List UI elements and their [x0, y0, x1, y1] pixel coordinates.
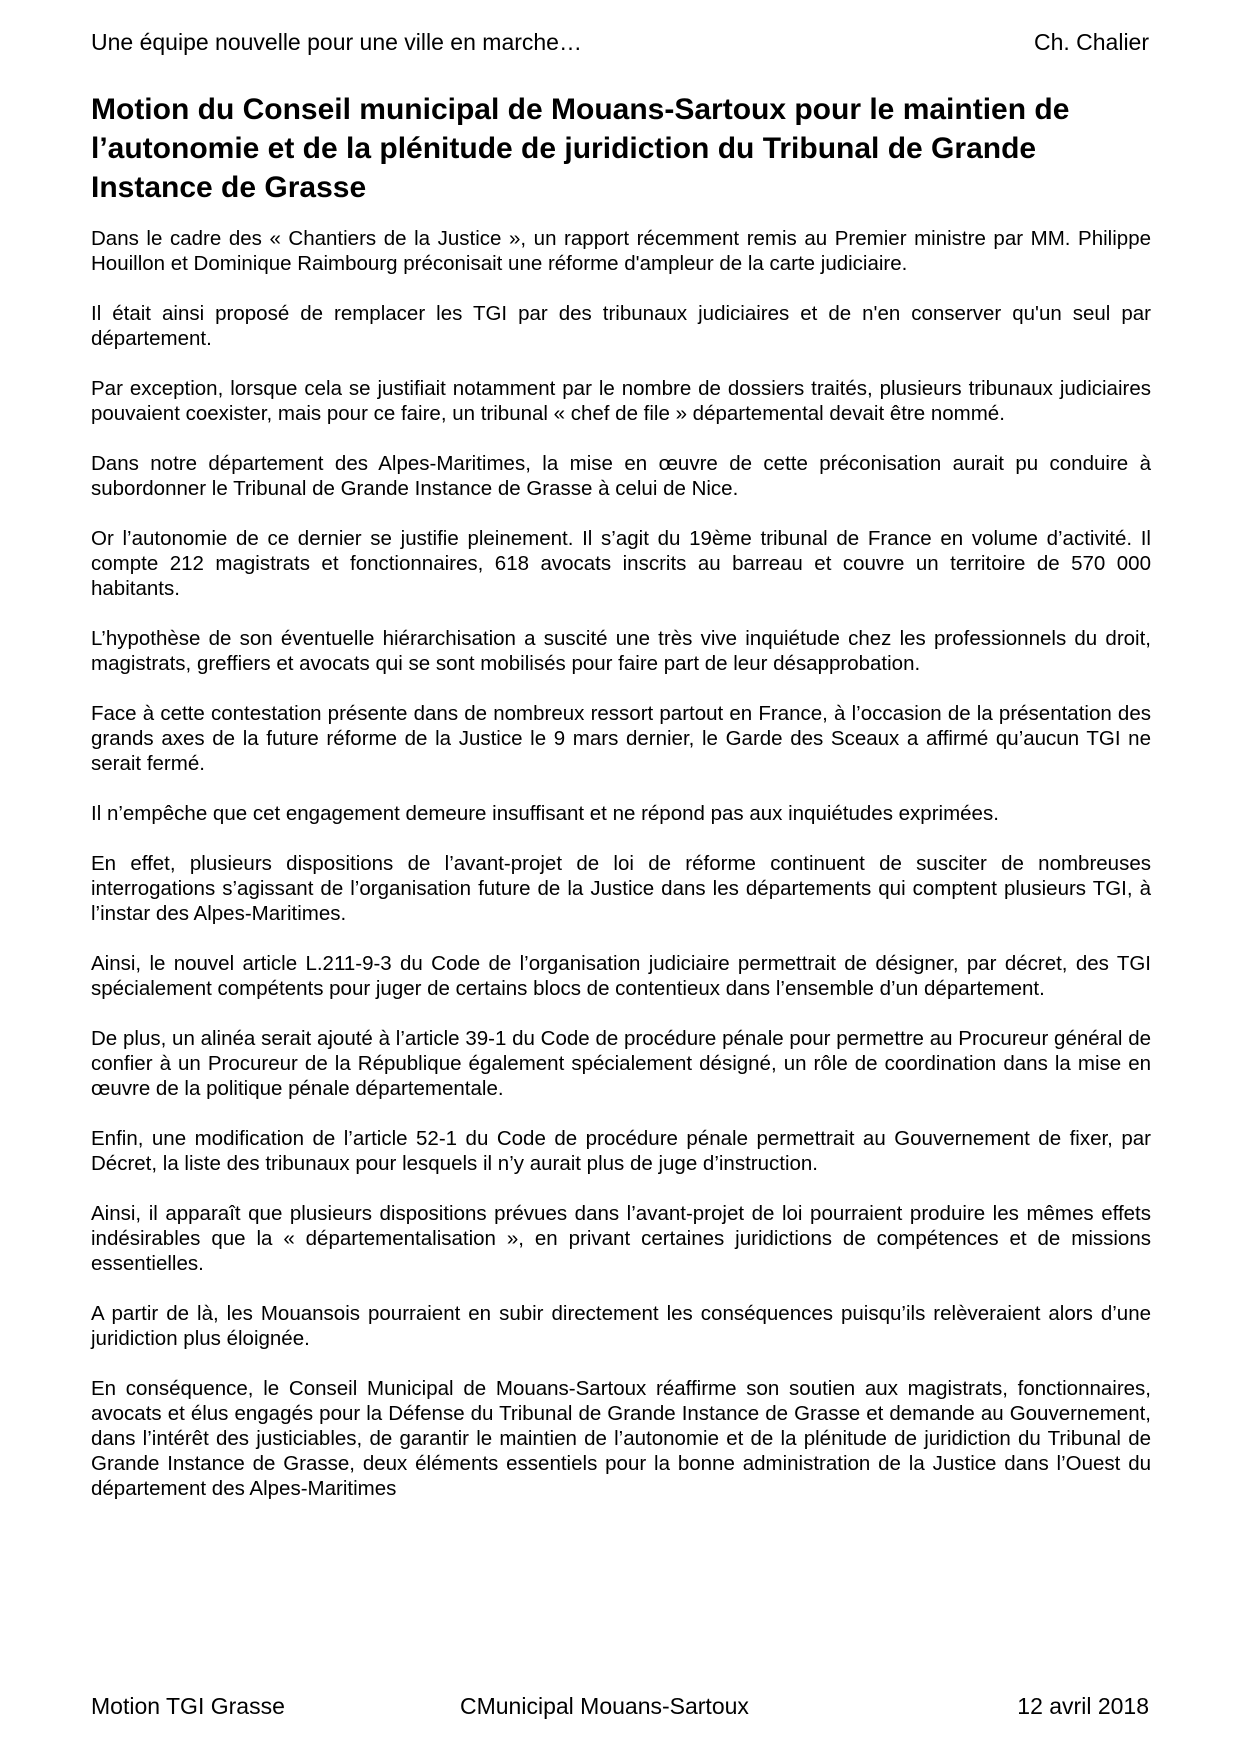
page-footer [91, 1693, 1149, 1725]
paragraph: De plus, un alinéa serait ajouté à l’article 39-1 du Code de procédure pénale pour permettre au Procureur général de confier à un Procureur de la République également spécialement désigné, un rôle de coordination dans la mise en œuvre de la politique pénale départementale. [91, 1027, 1151, 1100]
document-title: Motion du Conseil municipal de Mouans-Sartoux pour le maintien de l’autonomie et de la plénitude de juridiction du Tribunal de Grande Instance de Grasse [91, 93, 1070, 204]
paragraph: Dans le cadre des « Chantiers de la Justice », un rapport récemment remis au Premier ministre par MM. Philippe Houillon et Dominique Raimbourg préconisait une réforme d'ampleur de la carte judiciaire. [91, 227, 1151, 275]
paragraph: A partir de là, les Mouansois pourraient en subir directement les conséquences puisqu’ils relèveraient alors d’une juridiction plus éloignée. [91, 1302, 1151, 1350]
header-author: Ch. Chalier [1033, 28, 1149, 55]
paragraph: En conséquence, le Conseil Municipal de Mouans-Sartoux réaffirme son soutien aux magistrats, fonctionnaires, avocats et élus engagés pour la Défense du Tribunal de Grande Instance de Grasse et demande au Gouvernement, dans l’intérêt des justiciables, de garantir le maintien de l’autonomie et de la plénitude de juridiction du Tribunal de Grande Instance de Grasse, deux éléments essentiels pour la bonne administration de la Justice dans l’Ouest du département des Alpes-Maritimes [91, 1377, 1151, 1500]
paragraph: Face à cette contestation présente dans de nombreux ressort partout en France, à l’occasion de la présentation des grands axes de la future réforme de la Justice le 9 mars dernier, le Garde des Sceaux a affirmé qu’aucun TGI ne serait fermé. [91, 702, 1151, 775]
paragraph: Enfin, une modification de l’article 52-1 du Code de procédure pénale permettrait au Gouvernement de fixer, par Décret, la liste des tribunaux pour lesquels il n’y aurait plus de juge d’instruction. [91, 1127, 1151, 1175]
paragraph: Ainsi, le nouvel article L.211-9-3 du Code de l’organisation judiciaire permettrait de désigner, par décret, des TGI spécialement compétents pour juger de certains blocs de contentieux dans l’ensemble d’un département. [91, 952, 1151, 1000]
paragraph: En effet, plusieurs dispositions de l’avant-projet de loi de réforme continuent de susciter de nombreuses interrogations s’agissant de l’organisation future de la Justice dans les départements qui comptent plusieurs TGI, à l’instar des Alpes-Maritimes. [91, 852, 1151, 925]
footer-document-name: Motion TGI Grasse [91, 1693, 285, 1719]
paragraph: Ainsi, il apparaît que plusieurs dispositions prévues dans l’avant-projet de loi pourraient produire les mêmes effets indésirables que la « départementalisation », en privant certaines juridictions de compétences et de missions essentielles. [91, 1202, 1151, 1275]
paragraph: Il était ainsi proposé de remplacer les TGI par des tribunaux judiciaires et de n'en conserver qu'un seul par département. [91, 302, 1151, 350]
paragraph: Il n’empêche que cet engagement demeure insuffisant et ne répond pas aux inquiétudes exprimées. [91, 802, 999, 825]
header-slogan: Une équipe nouvelle pour une ville en marche… [91, 28, 582, 55]
footer-date: 12 avril 2018 [1017, 1693, 1149, 1719]
paragraph: Dans notre département des Alpes-Maritimes, la mise en œuvre de cette préconisation aurait pu conduire à subordonner le Tribunal de Grande Instance de Grasse à celui de Nice. [91, 452, 1151, 500]
footer-council: CMunicipal Mouans-Sartoux [460, 1693, 749, 1719]
paragraph: Par exception, lorsque cela se justifiait notamment par le nombre de dossiers traités, plusieurs tribunaux judiciaires pouvaient coexister, mais pour ce faire, un tribunal « chef de file » départemental devait être nommé. [91, 377, 1151, 425]
paragraph: Or l’autonomie de ce dernier se justifie pleinement. Il s’agit du 19ème tribunal de France en volume d’activité. Il compte 212 magistrats et fonctionnaires, 618 avocats inscrits au barreau et couvre un territoire de 570 000 habitants. [91, 527, 1151, 600]
paragraph: L’hypothèse de son éventuelle hiérarchisation a suscité une très vive inquiétude chez les professionnels du droit, magistrats, greffiers et avocats qui se sont mobilisés pour faire part de leur désapprobation. [91, 627, 1151, 675]
page-header [91, 26, 1149, 58]
document-body [91, 226, 1151, 1526]
